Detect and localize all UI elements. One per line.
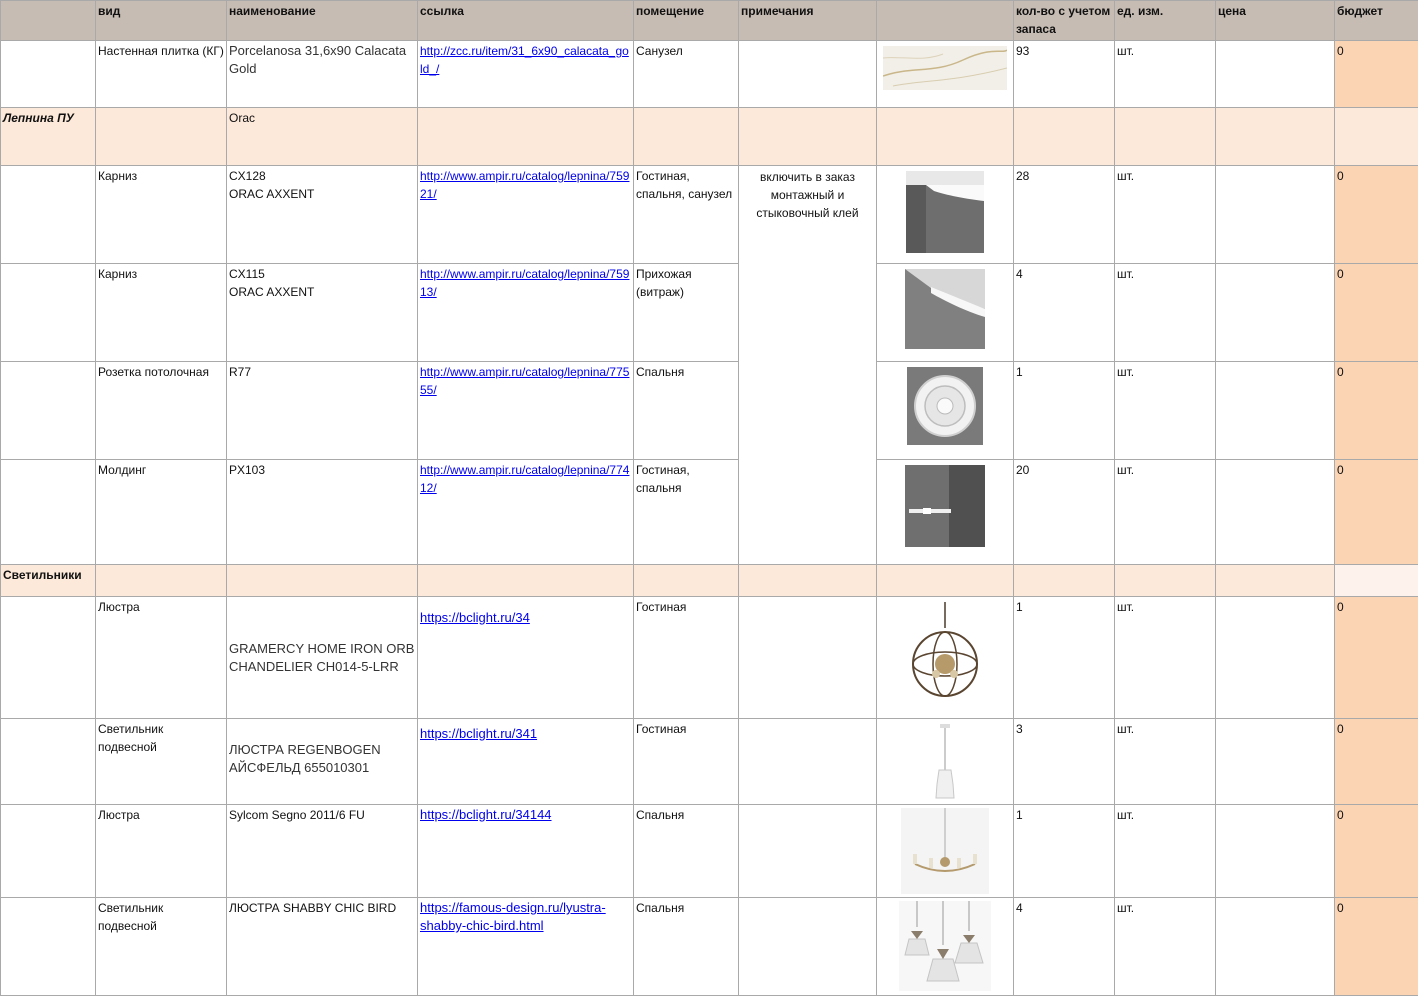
cell-image[interactable]	[877, 166, 1014, 264]
cell-link[interactable]	[418, 166, 634, 264]
cell[interactable]	[1, 264, 96, 362]
section-title[interactable]: Светильники	[1, 565, 96, 597]
cell-budget[interactable]	[1335, 108, 1418, 166]
cell[interactable]	[1, 719, 96, 805]
cell[interactable]	[1014, 108, 1115, 166]
cell-vid[interactable]: Настенная плитка (КГ)	[96, 41, 227, 108]
cell-vid[interactable]: Светильник подвесной	[96, 719, 227, 805]
table-row	[1, 597, 1418, 719]
cell-name[interactable]: ЛЮСТРА SHABBY CHIC BIRD	[227, 898, 418, 996]
cell-link[interactable]	[418, 597, 634, 719]
table-row	[1, 166, 1418, 264]
header-image[interactable]	[877, 1, 1014, 41]
header-budget[interactable]: бюджет	[1335, 1, 1418, 41]
cell-qty[interactable]: 20	[1014, 460, 1115, 565]
cell[interactable]	[634, 565, 739, 597]
header-vid[interactable]: вид	[96, 1, 227, 41]
section-row-svetilniki	[1, 565, 1418, 597]
cell-image[interactable]	[877, 362, 1014, 460]
cell-price[interactable]	[1216, 460, 1335, 565]
cell-room[interactable]: Прихожая (витраж)	[634, 264, 739, 362]
cell-room[interactable]: Гостиная, спальня, санузел	[634, 166, 739, 264]
cell-notes[interactable]	[739, 898, 877, 996]
cell-price[interactable]	[1216, 264, 1335, 362]
cell-notes[interactable]	[739, 719, 877, 805]
table-row	[1, 805, 1418, 898]
cell-name[interactable]: PX103	[227, 460, 418, 565]
cell-link[interactable]	[418, 898, 634, 996]
cell-budget[interactable]: 0	[1335, 597, 1418, 719]
cell-qty[interactable]: 1	[1014, 805, 1115, 898]
cell[interactable]	[877, 108, 1014, 166]
cornice-image	[905, 269, 985, 349]
cell-price[interactable]	[1216, 898, 1335, 996]
cell-qty[interactable]: 93	[1014, 41, 1115, 108]
header-price[interactable]: цена	[1216, 1, 1335, 41]
section-brand[interactable]: Orac	[227, 108, 418, 166]
cell[interactable]	[96, 565, 227, 597]
cell-vid[interactable]: Люстра	[96, 597, 227, 719]
header-room[interactable]: помещение	[634, 1, 739, 41]
cell[interactable]	[739, 108, 877, 166]
product-link[interactable]: http://zcc.ru/item/31_6x90_calacata_gold_/	[420, 44, 629, 76]
section-row-lepnina	[1, 108, 1418, 166]
cell[interactable]	[739, 565, 877, 597]
table-row	[1, 898, 1418, 996]
cell[interactable]	[1216, 108, 1335, 166]
cell-room[interactable]: Спальня	[634, 898, 739, 996]
cell-budget[interactable]: 0	[1335, 805, 1418, 898]
cell-notes[interactable]: включить в заказ монтажный и стыковочный клей	[739, 166, 877, 565]
cell-link[interactable]	[418, 264, 634, 362]
cell-room[interactable]: Гостиная, спальня	[634, 460, 739, 565]
product-link[interactable]: http://www.ampir.ru/catalog/lepnina/75913/	[420, 267, 630, 299]
cell[interactable]	[1, 898, 96, 996]
cell[interactable]	[96, 108, 227, 166]
cell-unit[interactable]: шт.	[1115, 805, 1216, 898]
cell[interactable]	[227, 565, 418, 597]
cell-image[interactable]	[877, 719, 1014, 805]
cell[interactable]	[1014, 565, 1115, 597]
cell[interactable]	[877, 565, 1014, 597]
product-link[interactable]: http://www.ampir.ru/catalog/lepnina/77555/	[420, 365, 630, 397]
cell-qty[interactable]: 3	[1014, 719, 1115, 805]
cell-notes[interactable]	[739, 805, 877, 898]
cell-unit[interactable]: шт.	[1115, 898, 1216, 996]
cell-unit[interactable]: шт.	[1115, 460, 1216, 565]
cell-name[interactable]: ЛЮСТРА REGENBOGEN АЙСФЕЛЬД 655010301	[227, 719, 418, 805]
product-link[interactable]: https://bclight.ru/341	[420, 726, 538, 741]
cell-name[interactable]: R77	[227, 362, 418, 460]
cell-qty[interactable]: 4	[1014, 264, 1115, 362]
cell-unit[interactable]: шт.	[1115, 362, 1216, 460]
header-unit[interactable]: ед. изм.	[1115, 1, 1216, 41]
product-link[interactable]: https://famous-design.ru/lyustra-shabby-chic-bird.html	[420, 900, 606, 933]
ceiling-rosette-image	[907, 367, 983, 445]
cell[interactable]	[1216, 565, 1335, 597]
cell-image[interactable]	[877, 41, 1014, 108]
cell-name[interactable]: CX115 ORAC AXXENT	[227, 264, 418, 362]
cell-budget[interactable]: 0	[1335, 166, 1418, 264]
header-name[interactable]: наименование	[227, 1, 418, 41]
table-row	[1, 719, 1418, 805]
molding-image	[905, 465, 985, 547]
cell-link[interactable]	[418, 41, 634, 108]
cell-budget[interactable]: 0	[1335, 460, 1418, 565]
cell-name[interactable]: GRAMERCY HOME IRON ORB CHANDELIER CH014-5-LRR	[227, 597, 418, 719]
cornice-image	[906, 171, 984, 253]
cell-price[interactable]	[1216, 805, 1335, 898]
cell-unit[interactable]: шт.	[1115, 166, 1216, 264]
cell-room[interactable]: Санузел	[634, 41, 739, 108]
cell-link[interactable]	[418, 362, 634, 460]
header-cell-a[interactable]	[1, 1, 96, 41]
cell-notes[interactable]	[739, 597, 877, 719]
cell-name[interactable]: Porcelanosa 31,6x90 Calacata Gold	[227, 41, 418, 108]
cell-qty[interactable]: 1	[1014, 362, 1115, 460]
cell-vid[interactable]: Карниз	[96, 166, 227, 264]
cell-unit[interactable]: шт.	[1115, 719, 1216, 805]
table-row	[1, 460, 1418, 565]
table-row	[1, 264, 1418, 362]
cell-vid[interactable]: Светильник подвесной	[96, 898, 227, 996]
table-row	[1, 41, 1418, 108]
cell-image[interactable]	[877, 898, 1014, 996]
cell[interactable]	[418, 565, 634, 597]
cell-room[interactable]: Спальня	[634, 362, 739, 460]
header-row	[1, 1, 1418, 41]
cell-unit[interactable]: шт.	[1115, 264, 1216, 362]
cell-vid[interactable]: Молдинг	[96, 460, 227, 565]
cell-budget[interactable]: 0	[1335, 41, 1418, 108]
cell-link[interactable]	[418, 460, 634, 565]
cell-budget[interactable]: 0	[1335, 719, 1418, 805]
cell-name[interactable]: Sylcom Segno 2011/6 FU	[227, 805, 418, 898]
cell-image[interactable]	[877, 597, 1014, 719]
marble-tile-image	[883, 46, 1007, 90]
chandelier-image	[901, 808, 989, 894]
product-link[interactable]: http://www.ampir.ru/catalog/lepnina/75921/	[420, 169, 630, 201]
cell[interactable]	[1, 460, 96, 565]
header-qty[interactable]: кол-во с учетом запаса	[1014, 1, 1115, 41]
cell[interactable]	[1, 597, 96, 719]
cell[interactable]	[1115, 565, 1216, 597]
cell-budget[interactable]	[1335, 565, 1418, 597]
cell-link[interactable]	[418, 719, 634, 805]
cell-price[interactable]	[1216, 362, 1335, 460]
cell-qty[interactable]: 4	[1014, 898, 1115, 996]
cell-qty[interactable]: 1	[1014, 597, 1115, 719]
cell-vid[interactable]: Карниз	[96, 264, 227, 362]
cell-budget[interactable]: 0	[1335, 264, 1418, 362]
table-row	[1, 362, 1418, 460]
cell[interactable]	[634, 108, 739, 166]
section-title[interactable]: Лепнина ПУ	[1, 108, 96, 166]
cell-unit[interactable]: шт.	[1115, 41, 1216, 108]
cell-vid[interactable]: Розетка потолочная	[96, 362, 227, 460]
cell-image[interactable]	[877, 805, 1014, 898]
cell-price[interactable]	[1216, 597, 1335, 719]
cell-price[interactable]	[1216, 719, 1335, 805]
cell[interactable]	[1, 41, 96, 108]
header-link[interactable]: ссылка	[418, 1, 634, 41]
cell-link[interactable]	[418, 805, 634, 898]
cell-image[interactable]	[877, 264, 1014, 362]
cell-room[interactable]: Гостиная	[634, 719, 739, 805]
cell-name[interactable]: CX128 ORAC AXXENT	[227, 166, 418, 264]
cell-budget[interactable]: 0	[1335, 362, 1418, 460]
cell-image[interactable]	[877, 460, 1014, 565]
cell[interactable]	[418, 108, 634, 166]
cell[interactable]	[1115, 108, 1216, 166]
cell-qty[interactable]: 28	[1014, 166, 1115, 264]
cell-price[interactable]	[1216, 166, 1335, 264]
cell-unit[interactable]: шт.	[1115, 597, 1216, 719]
cell[interactable]	[1, 805, 96, 898]
product-link[interactable]: https://bclight.ru/34144	[420, 807, 552, 822]
cell-notes[interactable]	[739, 41, 877, 108]
cell-room[interactable]: Спальня	[634, 805, 739, 898]
product-link[interactable]: https://bclight.ru/34	[420, 610, 530, 625]
cell[interactable]	[1, 166, 96, 264]
pendant-lamp-image	[930, 724, 960, 802]
bird-pendant-lamps-image	[899, 901, 991, 991]
header-notes[interactable]: примечания	[739, 1, 877, 41]
cell-budget[interactable]: 0	[1335, 898, 1418, 996]
orb-chandelier-image	[910, 602, 980, 708]
product-link[interactable]: http://www.ampir.ru/catalog/lepnina/77412/	[420, 463, 630, 495]
cell[interactable]	[1, 362, 96, 460]
cell-price[interactable]	[1216, 41, 1335, 108]
cell-room[interactable]: Гостиная	[634, 597, 739, 719]
cell-vid[interactable]: Люстра	[96, 805, 227, 898]
